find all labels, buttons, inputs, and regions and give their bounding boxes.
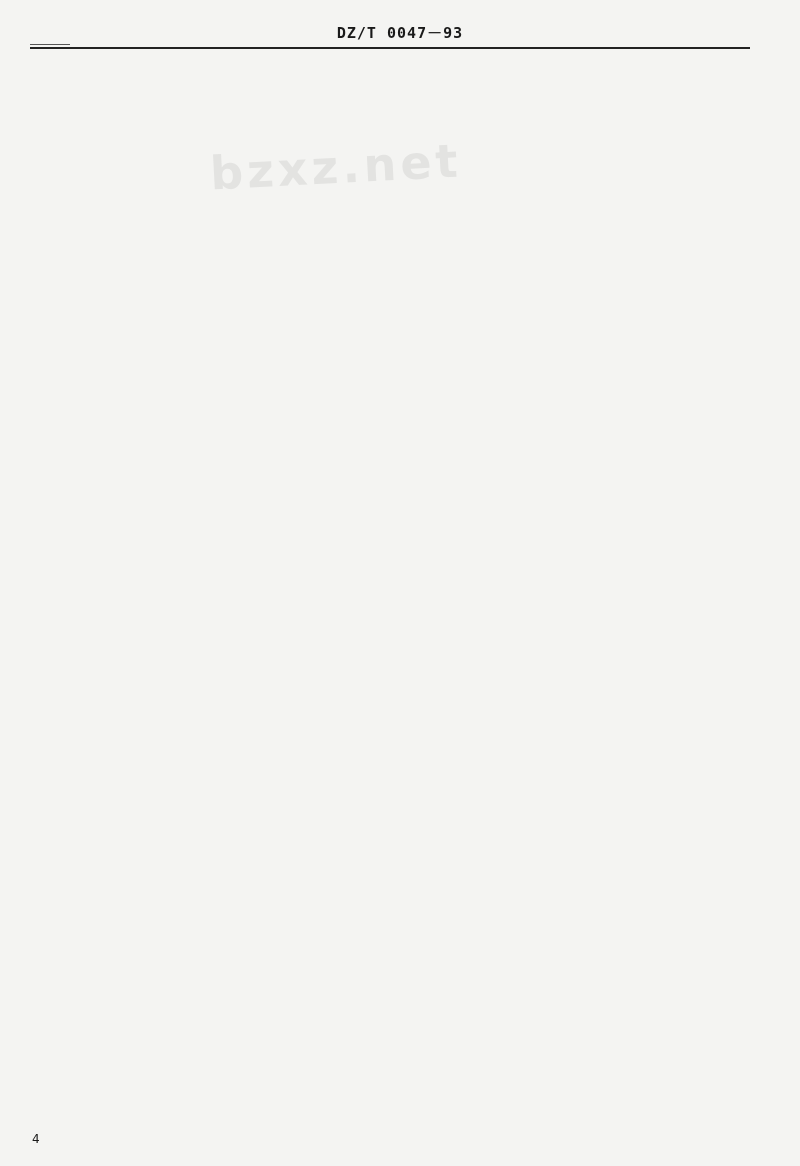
list-item [28,590,763,612]
list-item [28,742,763,764]
text-line [28,326,763,348]
text-line [28,874,763,896]
clause-heading [28,62,763,84]
paragraph-gap [28,634,763,644]
list-item [28,830,763,852]
document-body [28,62,763,1048]
text-line [28,962,763,984]
list-item [28,612,763,634]
watermark-text: bzxz.net [208,133,463,201]
text-line [28,436,763,458]
text-line [28,172,763,194]
list-item [28,546,763,568]
text-line [28,282,763,304]
text-line [28,502,763,524]
text-line [28,458,763,480]
paragraph-gap [28,666,763,676]
page-number: 4 [32,1132,40,1146]
list-item [28,808,763,830]
text-line [28,238,763,260]
section-heading [28,994,763,1016]
list-item [28,786,763,808]
text-line [28,260,763,282]
paragraph-gap [28,1016,763,1026]
text-line [28,194,763,216]
text-line [28,370,763,392]
text-line [28,106,763,128]
text-line [28,414,763,436]
text-line [28,348,763,370]
list-item [28,568,763,590]
text-line [28,676,763,698]
text-line [28,720,763,742]
text-line [28,918,763,940]
header-rule [30,47,750,49]
text-line [28,128,763,150]
text-line [28,896,763,918]
text-line [28,84,763,106]
running-header-standard-code: DZ/T 0047－93 [336,24,464,42]
text-line [28,524,763,546]
text-line [28,698,763,720]
text-line [28,940,763,962]
text-line [28,304,763,326]
section-heading [28,644,763,666]
text-line [28,392,763,414]
text-line [28,480,763,502]
text-line [28,216,763,238]
text-line [28,1026,763,1048]
list-item [28,764,763,786]
paragraph-gap [28,984,763,994]
text-line [28,150,763,172]
list-item [28,852,763,874]
